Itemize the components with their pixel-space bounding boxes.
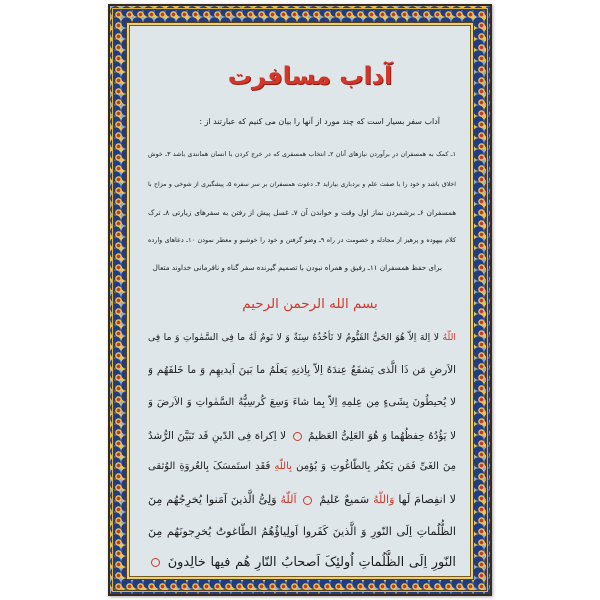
verse-end-marker [151,558,160,567]
verse-line [148,519,456,545]
verse-line [148,357,456,383]
bismillah-heading: بسم الله الرحمن الرحیم [242,296,378,312]
verse-line [148,423,456,449]
travel-rule-line: اخلاق باشد و خود را با صفت علم و بردباری بیاراید ۴ـ دعوت همسفران بر سر سفره ۵ـ پیشگیری از شوخی و مزاح با [148,181,456,188]
verse-text: سَمیعٌ عَلیمٌ [315,493,374,506]
intro-text: آداب سفر بسیار است که چند مورد از آنها را بیان می کنیم که عبارتند از : [199,117,440,126]
verse-text: فَقَدِ استَمسَکَ بِالعُروَةِ الوُثقی [148,461,275,472]
verse-line [148,325,456,351]
verse-line [148,454,456,480]
ornamental-card [108,4,492,596]
verse-line [148,390,456,416]
verse-text: وَلِیُّ الَّذینَ آمَنوا یُخرِجُهُم مِنَ [148,493,281,506]
divine-name-highlight: بِاللّهِ [274,461,292,472]
divine-name-highlight: اللّهُ [442,332,456,343]
verse-text: لا یَؤُدُهُ حِفظُهُما وَ هُوَ العَلِیُّ العَظیمُ [304,430,456,442]
verse-text: مِنَ الغَیِّ فَمَن یَکفُر بِالطّاغُوتِ وَ یُؤمِن [292,461,456,472]
verse-end-marker [303,496,312,505]
verse-line [148,550,456,576]
travel-rule-line: برای حفظ همسفران ۱۱ـ رفیق و همراه نبودن با تصمیم گیرنده سفر گناه و نافرمانی خداوند متعال [152,263,442,272]
verse-text: لا اِلهَ اِلاّ هُوَ الحَیُّ القَیُّومُ لا تَأخُذُهُ سِنَةٌ وَ لا نَومٌ لَهُ ما فِی السَّمٰواتِ وَ ما فِی [148,332,443,343]
divine-name-highlight: اَللّهُ [280,493,297,506]
verse-text [297,493,301,506]
divine-name-highlight: وَاللّهُ [373,493,395,506]
verse-text: لا یُحیطُونَ بِشَیءٍ مِن عِلمِهِ اِلاّ بِما شاءَ وَسِعَ کُرسِیُّهُ السَّمٰواتِ وَ الاَرضَ وَ [148,397,456,408]
verse-text: الظُّلُماتِ اِلَی النّورِ وَ الَّذینَ کَفَروا اَولِیاؤُهُمُ الطّاغوتُ یُخرِجونَهُم مِنَ [148,525,456,538]
verse-text: لا اِکراهَ فِی الدّینِ قَد تَبَیَّنَ الرُّشدُ [148,430,290,442]
travel-rule-line: ۱ـ کمک به همسفران در برآوردن نیازهای آنان ۲ـ انتخاب همسفری که در خرج کردن با انسان همانندی باشد ۳ـ خوش [148,151,456,158]
content-panel [130,26,470,576]
verse-text: لا انفِصامَ لَها [394,493,456,506]
verse-text: النّورِ اِلَی الظُّلُماتِ اُولئِکَ اَصحابُ النّارِ هُم فیها خالِدونَ [163,555,456,570]
verse-line [148,487,456,513]
page-title: آداب مسافرت [227,62,393,90]
travel-rule-line: کلام بیهوده و پرهیز از مجادله و خصومت در راه ۹ـ وضو گرفتن و خود را خوشبو و معطر نمودن ۱۰ـ دعاهای وارده [148,236,456,244]
verse-text: الاَرضِ مَن ذَا الَّذی یَشفَعُ عِندَهُ اِلاّ بِاِذنِهِ یَعلَمُ ما بَینَ اَیدیهِم وَ ما خَلفَهُم وَ [148,364,456,376]
verse-end-marker [293,432,302,441]
travel-rule-line: همسفران ۶ـ برشمردن نماز اول وقت و خواندن آن ۷ـ غسل پیش از رفتن به سفرهای زیارتی ۸ـ ترک [148,208,456,217]
